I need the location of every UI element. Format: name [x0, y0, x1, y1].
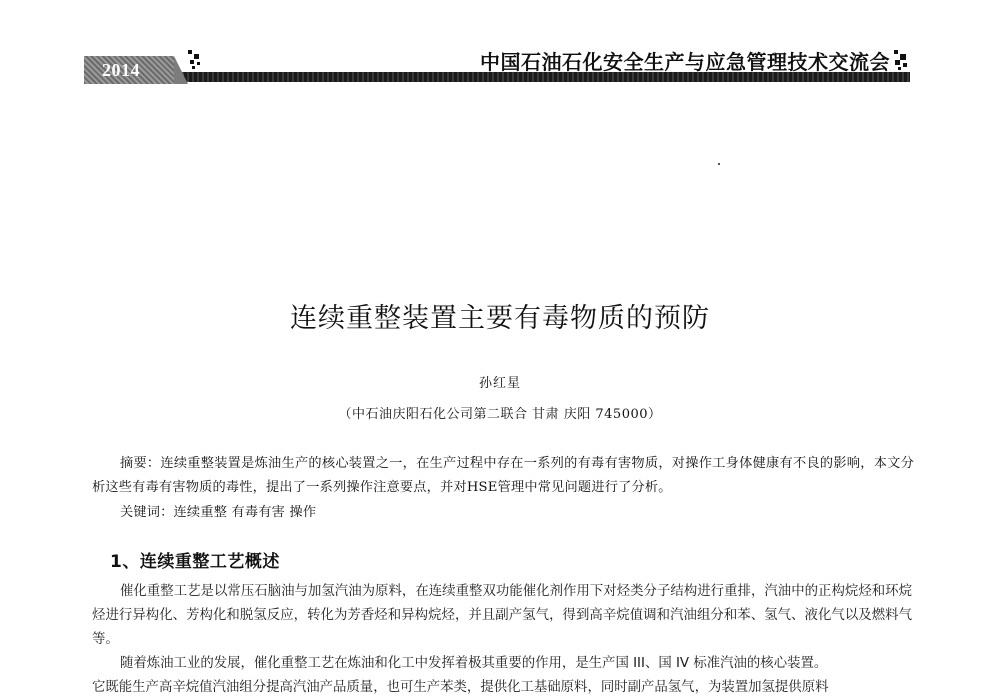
author-name: 孙红星: [478, 376, 521, 391]
year-tab: [84, 56, 174, 84]
body-paragraph: 催化重整工艺是以常压石脑油与加氢汽油为原料，在连续重整双功能催化剂作用下对烃类分子结构进行重排，汽油中的正构烷烃和环烷烃进行异构化、芳构化和脱氢反应，转化为芳香烃和异构烷烃，并且副产氢气，得到高辛烷值调和汽油组分和苯、氢气、液化气以及燃料气等。: [92, 584, 912, 647]
section-heading: 1、连续重整工艺概述: [110, 552, 280, 572]
paper-title: 连续重整装置主要有毒物质的预防: [290, 303, 710, 334]
decor-dots-left: [188, 50, 204, 70]
author-affiliation: （中石油庆阳石化公司第二联合 甘肃 庆阳 745000）: [338, 407, 662, 422]
keywords: 关键词：连续重整 有毒有害 操作: [120, 505, 317, 520]
year-tab-slant: [174, 56, 188, 84]
body-paragraph: 它既能生产高辛烷值汽油组分提高汽油产品质量，也可生产苯类，提供化工基础原料，同时副产品氢气，为装置加氢提供原料: [92, 680, 829, 695]
scan-speck: [718, 163, 720, 165]
conference-title: 中国石油石化安全生产与应急管理技术交流会: [480, 50, 890, 74]
header-year: 2014: [102, 60, 140, 80]
body-paragraph: 随着炼油工业的发展，催化重整工艺在炼油和化工中发挥着极其重要的作用，是生产国 III、国 IV 标准汽油的核心装置。: [120, 656, 828, 671]
running-header: [84, 46, 910, 86]
abstract: 摘要：连续重整装置是炼油生产的核心装置之一，在生产过程中存在一系列的有毒有害物质，对操作工身体健康有不良的影响，本文分析这些有毒有害物质的毒性，提出了一系列操作注意要点，并对HSE管理中常见问题进行了分析。: [92, 456, 914, 495]
decor-dots-right: [892, 48, 910, 72]
